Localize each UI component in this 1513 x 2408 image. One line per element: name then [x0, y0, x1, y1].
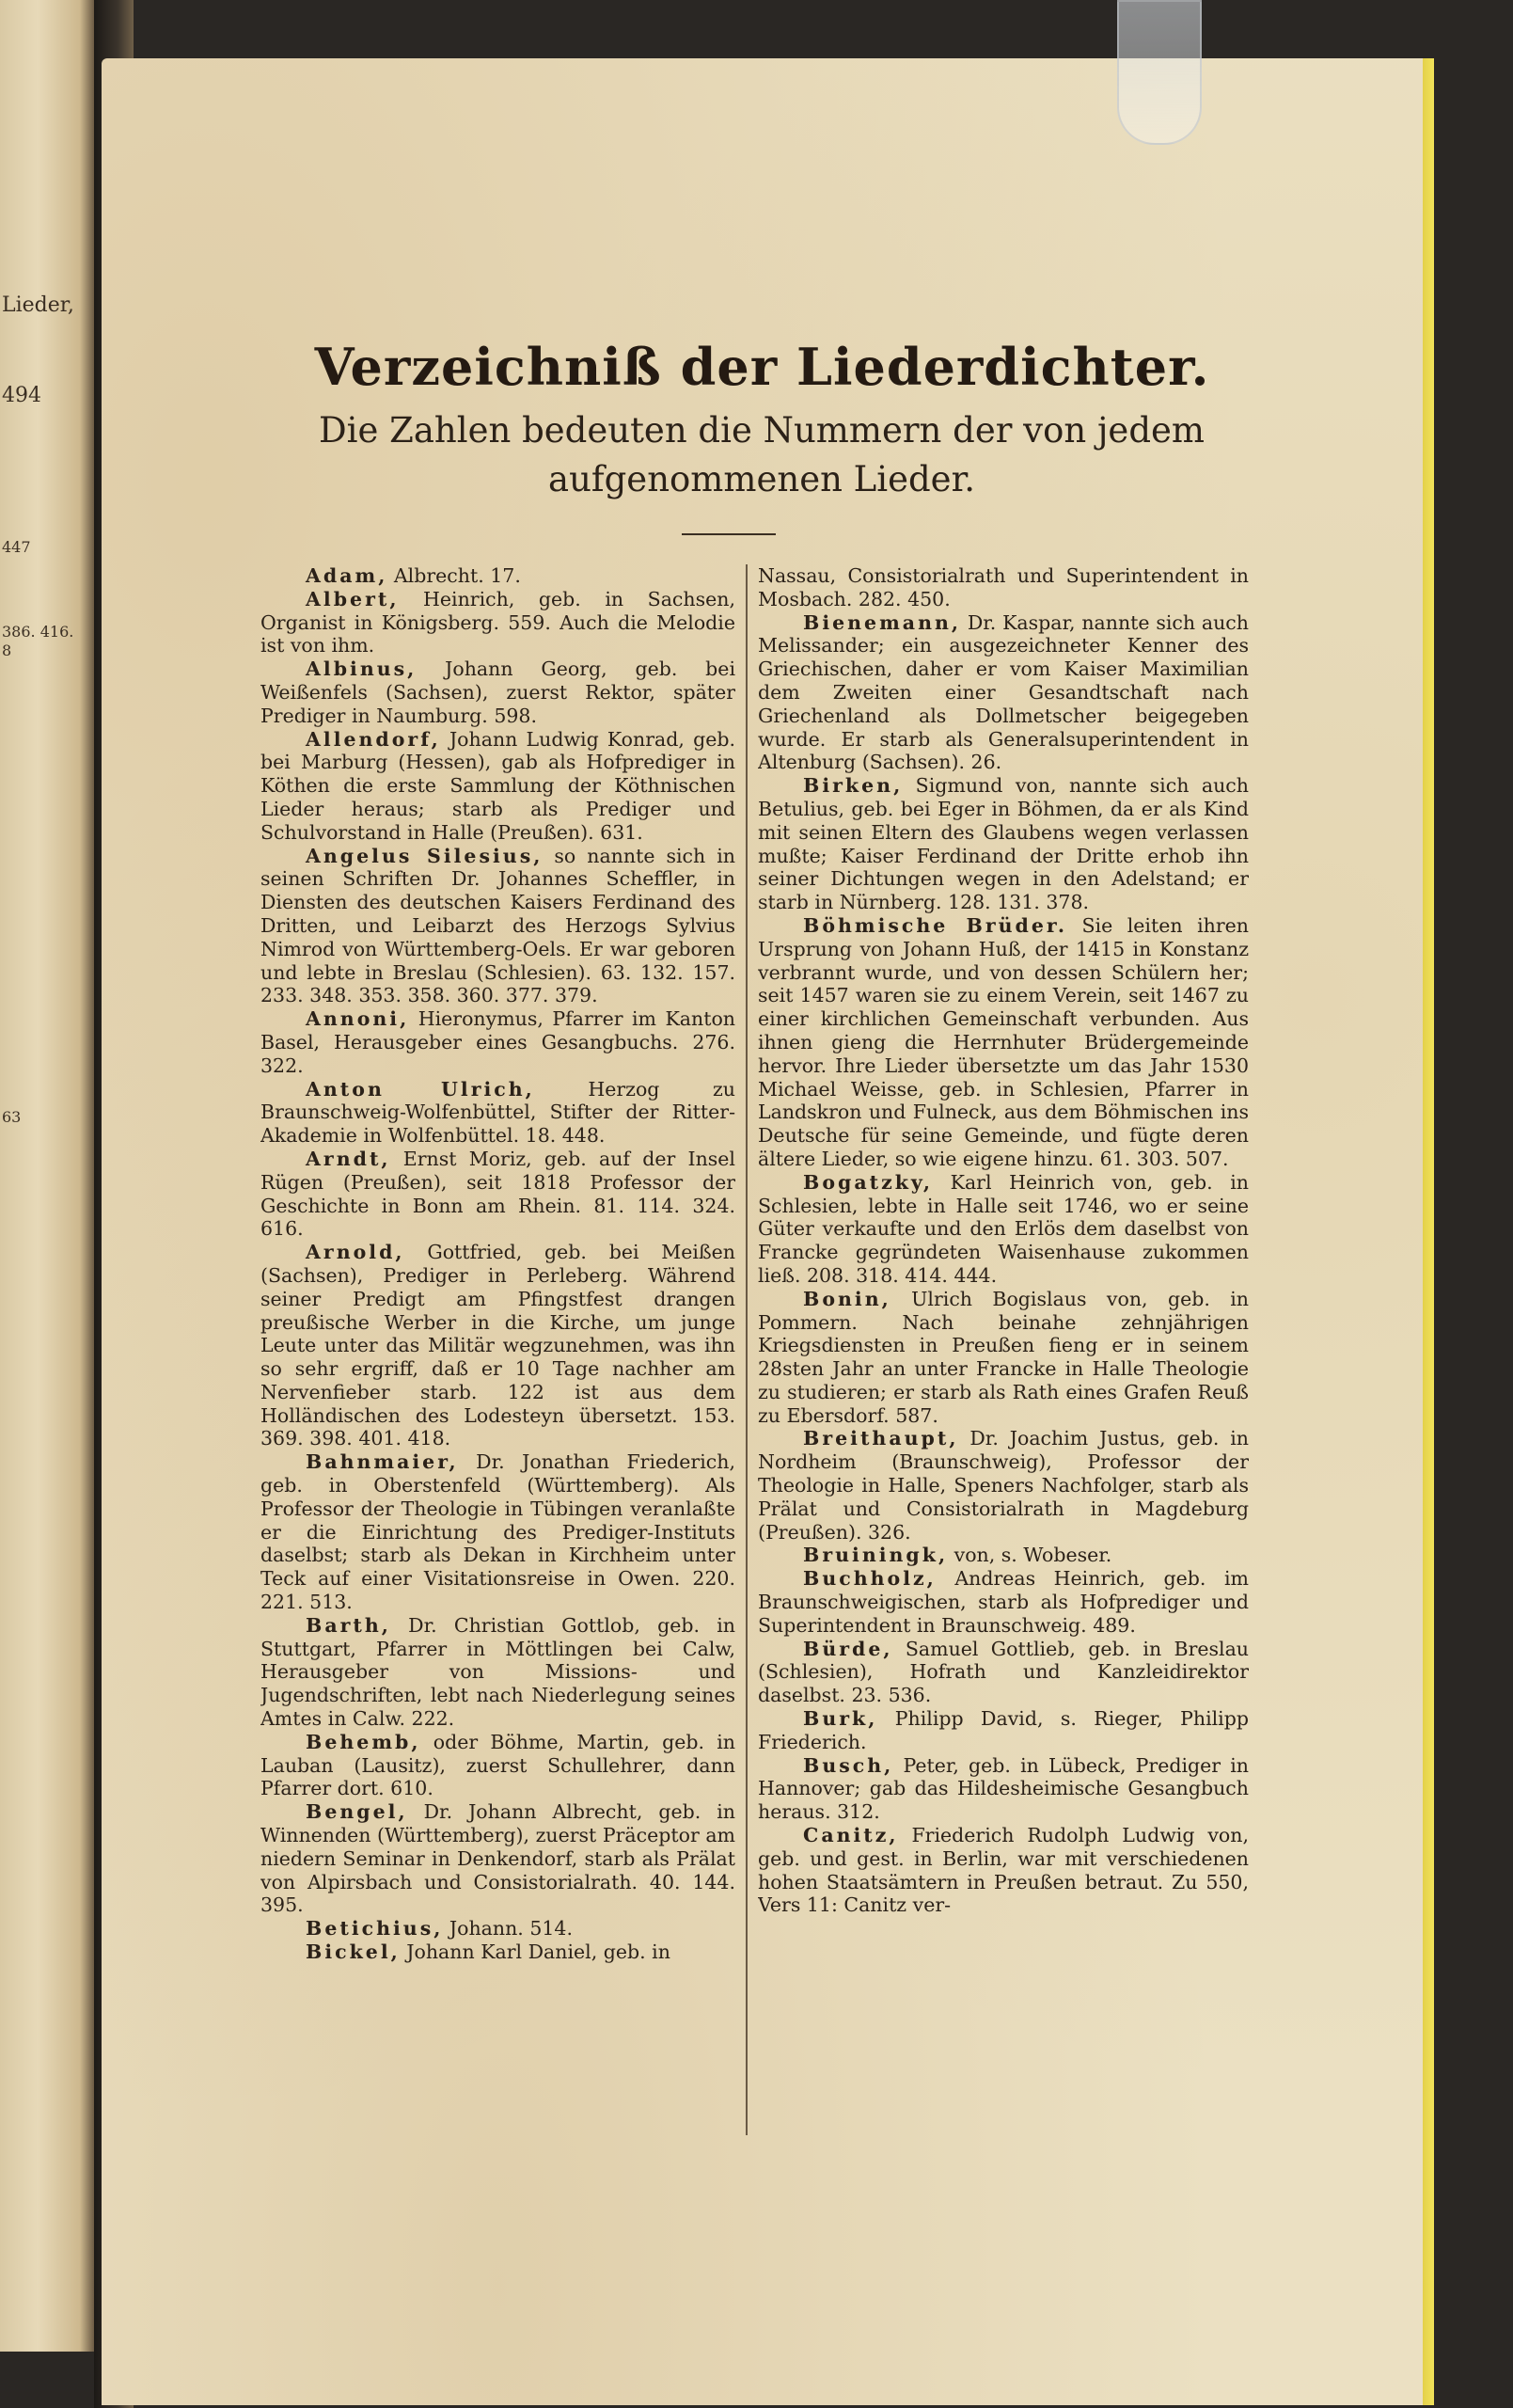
entry-text: Ulrich Bogislaus von, geb. in Pommern. Nach beinahe zehnjährigen Kriegsdiensten in Preußen fieng er in seinem 28sten Jahr an unter Francke in Halle Theologie zu studieren; er starb als Rath eines Grafen Reuß zu Ebersdorf. 587. [758, 1287, 1249, 1427]
entry-name: Bürde, [803, 1637, 893, 1660]
entry [260, 1941, 735, 1964]
entry [260, 1078, 735, 1148]
entry-name: Albinus, [306, 657, 418, 681]
entry-name: Arndt, [306, 1147, 391, 1170]
entry-name: Burk, [803, 1707, 878, 1731]
entry [758, 1171, 1249, 1288]
right-column [758, 564, 1249, 2131]
entry-text: Dr. Joachim Justus, geb. in Nordheim (Braunschweig), Professor der Theologie in Halle, Speners Nachfolger, starb als Prälat und Consistorialrath in Magdeburg (Preußen). 326. [758, 1427, 1249, 1544]
entry-name: Barth, [306, 1613, 391, 1637]
entry [758, 1427, 1249, 1544]
entry [758, 611, 1249, 775]
entry [260, 1614, 735, 1731]
entry [758, 914, 1249, 1171]
entry-name: Behemb, [306, 1730, 421, 1753]
left-page-fragment: 8 [2, 642, 12, 659]
entry-text: Johann. 514. [443, 1917, 573, 1941]
entry-text: Sigmund von, nannte sich auch Betulius, geb. bei Eger in Böhmen, da er als Kind mit seinen Eltern des Glaubens wegen verlassen mußte; Kaiser Ferdinand der Dritte erhob ihn seiner Dichtungen wegen in den Adelstand; er starb in Nürnberg. 128. 131. 378. [758, 774, 1249, 914]
entry-name: Allendorf, [306, 727, 441, 751]
entry-text: Heinrich, geb. in Sachsen, Organist in Königsberg. 559. Auch die Melodie ist von ihm. [260, 587, 735, 657]
entry-text: von, s. Wobeser. [948, 1544, 1112, 1567]
entry-name: Arnold, [306, 1241, 405, 1264]
entry-name: Böhmische Brüder. [803, 913, 1067, 937]
left-page-fragment: Lieder, [2, 293, 74, 317]
left-page-fragment: 63 [2, 1108, 22, 1126]
entry [260, 1800, 735, 1917]
left-column [260, 564, 735, 2131]
left-page-fragment: 447 [2, 538, 31, 556]
entry-name: Adam, [306, 564, 388, 587]
entry-name: Bonin, [803, 1287, 891, 1310]
entry-name: Betichius, [306, 1917, 444, 1941]
entry-text: Hieronymus, Pfarrer im Kanton Basel, Herausgeber eines Gesangbuchs. 276. 322. [260, 1007, 735, 1077]
left-facing-page [0, 0, 94, 2352]
page-clip [1117, 0, 1202, 145]
entry [260, 728, 735, 845]
entry-name: Bogatzky, [803, 1170, 934, 1194]
entry-text: Philipp David, s. Rieger, Philipp Friederich. [758, 1707, 1249, 1753]
entry [758, 1288, 1249, 1428]
entry-name: Anton Ulrich, [306, 1077, 535, 1101]
entry-text: Dr. Johann Albrecht, geb. in Winnenden (Württemberg), zuerst Präceptor am niedern Seminar in Denkendorf, starb als Prälat von Alpirsbach und Consistorialrath. 40. 144. 395. [260, 1800, 735, 1917]
entry-text: Sie leiten ihren Ursprung von Johann Huß, der 1415 in Konstanz verbrannt wurde, und von dessen Schülern her; seit 1457 waren sie zu einem Verein, seit 1467 zu einer kirchlichen Gemeinschaft verbunden. Aus ihnen gieng die Herrnhuter Brüdergemeinde hervor. Ihre Lieder übersetzte um das Jahr 1530 Michael Weisse, geb. in Schlesien, Pfarrer in Landskron und Fulneck, aus dem Böhmischen ins Deutsche für seine Gemeinde, und fügte deren ältere Lieder, so wie eigene hinzu. 61. 303. 507. [758, 913, 1249, 1170]
page-subtitle: Die Zahlen bedeuten die Nummern der von jedem aufgenommenen Lieder. [319, 410, 1205, 499]
entry [758, 774, 1249, 914]
entry-text: oder Böhme, Martin, geb. in Lauban (Lausitz), zuerst Schullehrer, dann Pfarrer dort. 610. [260, 1730, 735, 1800]
entry-text: Johann Ludwig Konrad, geb. bei Marburg (Hessen), gab als Hofprediger in Köthen die erste Sammlung der Köthnischen Lieder heraus; starb als Prediger und Schulvorstand in Halle (Preußen). 631. [260, 727, 735, 844]
entry [260, 657, 735, 727]
entry-name: Bienemann, [803, 610, 962, 634]
entry-name: Bahnmaier, [306, 1450, 459, 1474]
entry-text: Albrecht. 17. [387, 564, 521, 587]
left-page-fragment: 494 [2, 384, 41, 407]
column-divider [746, 564, 748, 2135]
entry [260, 845, 735, 1008]
entry-name: Bengel, [306, 1800, 408, 1824]
entry-name: Albert, [306, 587, 400, 610]
entry [758, 1567, 1249, 1637]
left-page-fragment: 386. 416. [2, 623, 74, 641]
entry-name: Busch, [803, 1753, 894, 1777]
entry [260, 588, 735, 657]
entry [260, 1007, 735, 1077]
entry [260, 1450, 735, 1614]
entry [758, 1544, 1249, 1567]
entry [758, 1707, 1249, 1754]
entry-text: Ernst Moriz, geb. auf der Insel Rügen (Preußen), seit 1818 Professor der Geschichte in Bonn am Rhein. 81. 114. 324. 616. [260, 1147, 735, 1241]
entry [260, 1148, 735, 1241]
entry-text: Samuel Gottlieb, geb. in Breslau (Schlesien), Hofrath und Kanzleidirektor daselbst. 23. 536. [758, 1637, 1249, 1707]
entry-text: Dr. Christian Gottlob, geb. in Stuttgart, Pfarrer in Möttlingen bei Calw, Herausgeber von Missions- und Jugendschriften, lebt nach Niederlegung seines Amtes in Calw. 222. [260, 1613, 735, 1731]
entry [260, 1241, 735, 1450]
entry-text: Herzog zu Braunschweig-Wolfenbüttel, Stifter der Ritter-Akademie in Wolfenbüttel. 18. 448. [260, 1077, 735, 1148]
entry-continuation: Nassau, Consistorialrath und Superintendent in Mosbach. 282. 450. [758, 564, 1249, 610]
page-edge [1423, 58, 1434, 2405]
entry-name: Bickel, [306, 1941, 401, 1964]
entry-name: Breithaupt, [803, 1427, 959, 1450]
entry-text: Karl Heinrich von, geb. in Schlesien, lebte in Halle seit 1746, wo er seine Güter verkaufte und den Erlös dem daselbst von Francke gegründeten Waisenhause zukommen ließ. 208. 318. 414. 444. [758, 1170, 1249, 1287]
entry-text: Friederich Rudolph Ludwig von, geb. und gest. in Berlin, war mit verschiedenen hohen Staatsämtern in Preußen betraut. Zu 550, Vers 11: Canitz ver- [758, 1824, 1249, 1917]
entry-name: Annoni, [306, 1007, 410, 1031]
entry-text: Dr. Jonathan Friederich, geb. in Oberstenfeld (Württemberg). Als Professor der Theologie in Tübingen veranlaßte er die Einrichtung des Prediger-Instituts daselbst; starb als Dekan in Kirchheim unter Teck auf einer Visitationsreise in Owen. 220. 221. 513. [260, 1450, 735, 1614]
entry-name: Bruiningk, [803, 1544, 949, 1567]
entry-text: so nannte sich in seinen Schriften Dr. Johannes Scheffler, in Diensten des deutschen Kaisers Ferdinand des Dritten, und Leibarzt des Herzogs Sylvius Nimrod von Württemberg-Oels. Er war geboren und lebte in Breslau (Schlesien). 63. 132. 157. 233. 348. 353. 358. 360. 377. 379. [260, 844, 735, 1007]
entry [260, 564, 735, 588]
entry-name: Buchholz, [803, 1567, 937, 1591]
entry [758, 1824, 1249, 1917]
entry [758, 1754, 1249, 1824]
entry-text: Dr. Kaspar, nannte sich auch Melissander; ein ausgezeichneter Kenner des Griechischen, daher er vom Kaiser Maximilian dem Zweiten einer Gesandtschaft nach Griechenland als Dollmetscher beigegeben wurde. Er starb als Generalsuperintendent in Altenburg (Sachsen). 26. [758, 610, 1249, 774]
entry-text: Johann Georg, geb. bei Weißenfels (Sachsen), zuerst Rektor, später Prediger in Naumburg. 598. [260, 657, 735, 727]
entry-name: Birken, [803, 774, 904, 798]
entry-text: Peter, geb. in Lübeck, Prediger in Hannover; gab das Hildesheimische Gesangbuch heraus. 312. [758, 1753, 1249, 1824]
entry-text: Johann Karl Daniel, geb. in [400, 1941, 670, 1964]
entry [260, 1731, 735, 1800]
entry-name: Angelus Silesius, [306, 844, 544, 867]
entry [758, 1638, 1249, 1707]
page-title: Verzeichniß der Liederdichter. [314, 337, 1210, 397]
entry-text: Andreas Heinrich, geb. im Braunschweigischen, starb als Hofprediger und Superintendent in Braunschweig. 489. [758, 1567, 1249, 1637]
entry-text: Gottfried, geb. bei Meißen (Sachsen), Prediger in Perleberg. Während seiner Predigt am Pfingstfest drangen preußische Werber in die Kirche, um junge Leute unter das Militär wegzunehmen, was ihn so sehr ergriff, daß er 10 Tage nachher am Nervenfieber starb. 122 ist aus dem Holländischen des Lodesteyn übersetzt. 153. 369. 398. 401. 418. [260, 1241, 735, 1450]
entry-name: Canitz, [803, 1824, 899, 1847]
entry [260, 1917, 735, 1941]
title-rule [682, 533, 776, 535]
